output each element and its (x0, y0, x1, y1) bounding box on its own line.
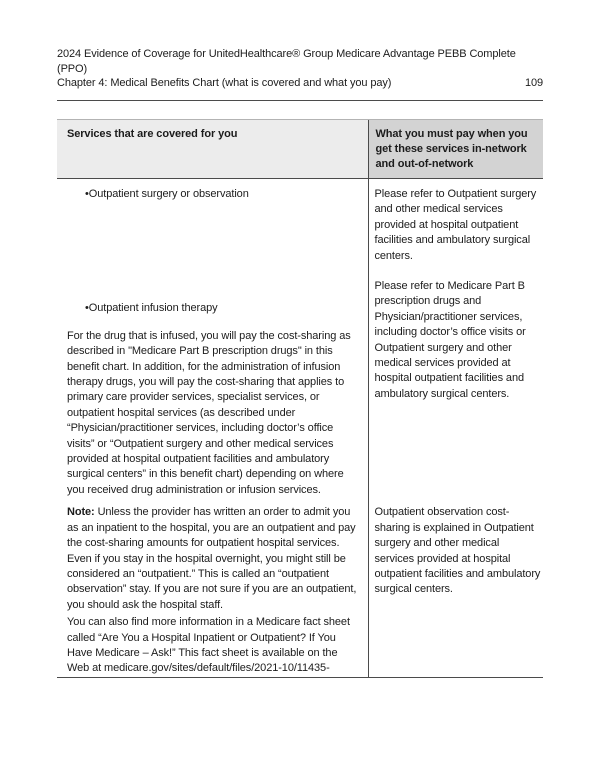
bullet-item-infusion-therapy (57, 301, 368, 316)
bullet-label: Outpatient surgery or observation (88, 188, 249, 200)
payment-paragraph-outpatient-surgery: Please refer to Outpatient surgery and other medical services provided at hospital outpatient facilities and ambulatory surgical centers. (374, 188, 537, 262)
payment-cell-2 (368, 498, 543, 677)
doc-title-line-2: (PPO) (57, 62, 88, 75)
chapter-title: Chapter 4: Medical Benefits Chart (what is covered and what you pay) (57, 77, 392, 89)
fact-sheet-paragraph: You can also find more information in a Medicare fact sheet called “Are You a Hospital Inpatient or Outpatient? If You Have Medicare – Ask!” This fact sheet is available on the Web at medicare.gov/sites/default/files/2021-10/11435- (67, 616, 350, 675)
bullet-icon: • (85, 188, 89, 200)
payment-cell-1 (368, 179, 543, 499)
infusion-cost-sharing-paragraph: For the drug that is infused, you will pay the cost-sharing as described in "Medicare Part B prescription drugs" in this benefit chart. In addition, for the administration of infusion therapy drugs, you will pay the cost-sharing that applies to primary care provider services, specialist services, or outpatient hospital services (as described under “Physician/practitioner services, including doctor’s office visits” or “Outpatient surgery and other medical services provided at hospital outpatient facilities and ambulatory surgical centers” in this benefit chart) depending on where you received drug administration or infusion services. (67, 329, 351, 496)
page-number: 109 (524, 77, 543, 89)
bullet-icon: • (85, 302, 89, 315)
note-text: Unless the provider has written an order to admit you as an inpatient to the hospital, you are an outpatient and pay the cost-sharing amounts for outpatient hospital services. Even if you stay in the hospital overnight, you might still be considered an “outpatient.” This is called an “outpatient observation” stay. If you are not sure if you are an outpatient, you should ask the hospital staff. (67, 506, 357, 611)
services-cell-2 (57, 498, 368, 677)
note-paragraph (67, 505, 363, 613)
header-divider (57, 100, 543, 101)
column-header-services: Services that are covered for you (57, 120, 368, 179)
chapter-row (57, 76, 543, 91)
services-cell-1 (57, 179, 368, 499)
bullet-item-outpatient-surgery (57, 187, 368, 202)
table-row (57, 498, 543, 677)
benefits-table (57, 119, 543, 678)
doc-title-line-1: 2024 Evidence of Coverage for UnitedHealthcare® Group Medicare Advantage PEBB Complete (57, 48, 516, 60)
table-header-row (57, 120, 543, 179)
bullet-label: Outpatient infusion therapy (88, 302, 218, 315)
page-header (57, 47, 543, 101)
table-row (57, 179, 543, 499)
note-label: Note: (67, 506, 95, 519)
payment-paragraph-part-b: Please refer to Medicare Part B prescription drugs and Physician/practitioner services, including doctor’s office visits or Outpatient surgery and other medical services provided at hospital outpatient facilities and ambulatory surgical centers. (374, 280, 526, 400)
observation-cost-paragraph: Outpatient observation cost-sharing is explained in Outpatient surgery and other medical services provided at hospital outpatient facilities and ambulatory surgical centers. (374, 506, 541, 596)
column-header-payment: What you must pay when you get these services in-network and out-of-network (368, 120, 543, 179)
